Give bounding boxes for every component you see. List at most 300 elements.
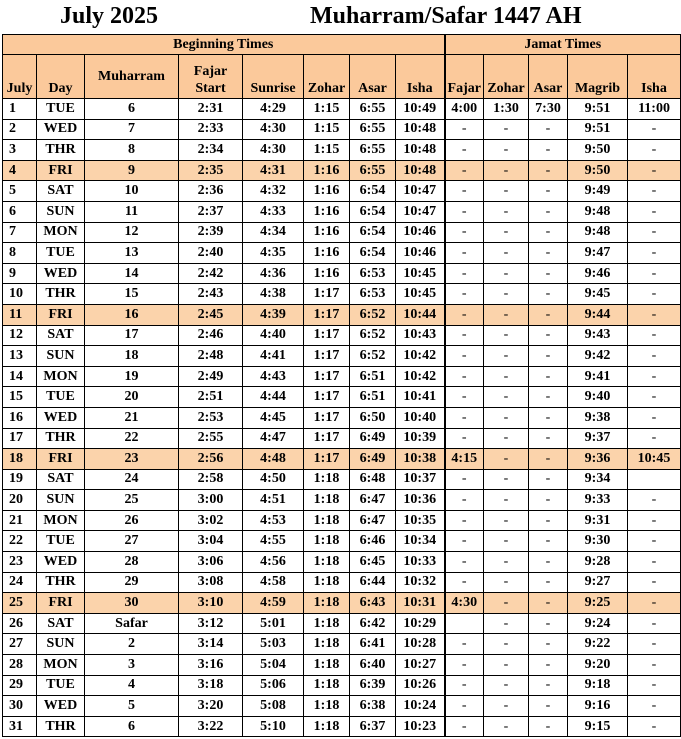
jamat-fajar-cell: - xyxy=(445,572,484,593)
jamat-isha-cell xyxy=(628,469,681,490)
day-cell: TUE xyxy=(37,675,85,696)
day-cell: SUN xyxy=(37,201,85,222)
jamat-magrib-cell: 9:38 xyxy=(568,407,628,428)
isha-cell: 10:32 xyxy=(396,572,445,593)
sunrise-cell: 5:10 xyxy=(243,716,304,737)
sunrise-cell: 4:30 xyxy=(243,119,304,140)
fajar-start-cell: 3:14 xyxy=(179,634,243,655)
jamat-asar-cell: - xyxy=(529,716,568,737)
jamat-asar-cell: - xyxy=(529,552,568,573)
day-cell: SAT xyxy=(37,469,85,490)
col-isha: Isha xyxy=(396,55,445,99)
fajar-start-cell: 3:10 xyxy=(179,593,243,614)
sunrise-cell: 4:45 xyxy=(243,407,304,428)
prayer-timetable xyxy=(2,34,681,737)
jamat-magrib-cell: 9:34 xyxy=(568,469,628,490)
sunrise-cell: 5:01 xyxy=(243,613,304,634)
hijri-date-cell: 22 xyxy=(85,428,179,449)
table-row xyxy=(3,613,681,634)
jamat-asar-cell: - xyxy=(529,387,568,408)
table-row xyxy=(3,593,681,614)
date-cell: 20 xyxy=(3,490,37,511)
day-cell: THR xyxy=(37,284,85,305)
hijri-date-cell: 12 xyxy=(85,222,179,243)
isha-cell: 10:43 xyxy=(396,325,445,346)
isha-cell: 10:34 xyxy=(396,531,445,552)
jamat-asar-cell: - xyxy=(529,201,568,222)
table-row xyxy=(3,634,681,655)
jamat-asar-cell: - xyxy=(529,593,568,614)
hijri-date-cell: 19 xyxy=(85,366,179,387)
sunrise-cell: 4:59 xyxy=(243,593,304,614)
hijri-date-cell: 13 xyxy=(85,243,179,264)
zohar-cell: 1:17 xyxy=(304,284,350,305)
isha-cell: 10:24 xyxy=(396,696,445,717)
hijri-date-cell: 4 xyxy=(85,675,179,696)
date-cell: 10 xyxy=(3,284,37,305)
table-row xyxy=(3,510,681,531)
sunrise-cell: 5:03 xyxy=(243,634,304,655)
jamat-isha-cell: - xyxy=(628,407,681,428)
hijri-title: Muharram/Safar 1447 AH xyxy=(310,3,582,29)
fajar-start-cell: 3:06 xyxy=(179,552,243,573)
asar-cell: 6:55 xyxy=(350,160,396,181)
asar-cell: 6:51 xyxy=(350,366,396,387)
jamat-asar-cell: - xyxy=(529,469,568,490)
day-cell: WED xyxy=(37,407,85,428)
sunrise-cell: 4:41 xyxy=(243,346,304,367)
zohar-cell: 1:18 xyxy=(304,572,350,593)
fajar-start-cell: 3:08 xyxy=(179,572,243,593)
table-row xyxy=(3,716,681,737)
jamat-magrib-cell: 9:48 xyxy=(568,222,628,243)
table-row xyxy=(3,140,681,161)
sunrise-cell: 5:06 xyxy=(243,675,304,696)
col-asar: Asar xyxy=(350,55,396,99)
jamat-asar-cell: - xyxy=(529,346,568,367)
jamat-magrib-cell: 9:37 xyxy=(568,428,628,449)
jamat-asar-cell: - xyxy=(529,160,568,181)
jamat-isha-cell: 10:45 xyxy=(628,449,681,470)
table-row xyxy=(3,99,681,120)
fajar-start-cell: 2:36 xyxy=(179,181,243,202)
sunrise-cell: 4:31 xyxy=(243,160,304,181)
jamat-magrib-cell: 9:48 xyxy=(568,201,628,222)
isha-cell: 10:41 xyxy=(396,387,445,408)
zohar-cell: 1:17 xyxy=(304,346,350,367)
sunrise-cell: 4:56 xyxy=(243,552,304,573)
asar-cell: 6:45 xyxy=(350,552,396,573)
jamat-isha-cell: - xyxy=(628,490,681,511)
jamat-zohar-cell: - xyxy=(484,716,529,737)
isha-cell: 10:44 xyxy=(396,304,445,325)
hijri-date-cell: 5 xyxy=(85,696,179,717)
day-cell: FRI xyxy=(37,593,85,614)
jamat-fajar-cell: - xyxy=(445,243,484,264)
jamat-zohar-cell: - xyxy=(484,304,529,325)
zohar-cell: 1:18 xyxy=(304,613,350,634)
sunrise-cell: 4:39 xyxy=(243,304,304,325)
isha-cell: 10:45 xyxy=(396,263,445,284)
asar-cell: 6:51 xyxy=(350,387,396,408)
table-row xyxy=(3,428,681,449)
hijri-date-cell: 23 xyxy=(85,449,179,470)
date-cell: 16 xyxy=(3,407,37,428)
jamat-isha-cell: - xyxy=(628,222,681,243)
zohar-cell: 1:16 xyxy=(304,181,350,202)
asar-cell: 6:54 xyxy=(350,222,396,243)
jamat-asar-cell: 7:30 xyxy=(529,99,568,120)
hijri-date-cell: 6 xyxy=(85,716,179,737)
jamat-magrib-cell: 9:45 xyxy=(568,284,628,305)
fajar-start-cell: 3:16 xyxy=(179,655,243,676)
hijri-date-cell: 29 xyxy=(85,572,179,593)
jamat-isha-cell: - xyxy=(628,160,681,181)
group-header-row xyxy=(3,35,681,55)
day-cell: FRI xyxy=(37,304,85,325)
hijri-date-cell: 21 xyxy=(85,407,179,428)
zohar-cell: 1:17 xyxy=(304,304,350,325)
sunrise-cell: 5:08 xyxy=(243,696,304,717)
fajar-start-cell: 2:33 xyxy=(179,119,243,140)
day-cell: FRI xyxy=(37,449,85,470)
day-cell: TUE xyxy=(37,387,85,408)
fajar-start-cell: 3:02 xyxy=(179,510,243,531)
jamat-fajar-cell: - xyxy=(445,675,484,696)
zohar-cell: 1:16 xyxy=(304,160,350,181)
date-cell: 23 xyxy=(3,552,37,573)
zohar-cell: 1:16 xyxy=(304,243,350,264)
hijri-date-cell: 6 xyxy=(85,99,179,120)
fajar-start-cell: 2:34 xyxy=(179,140,243,161)
jamat-fajar-cell: - xyxy=(445,407,484,428)
jamat-asar-cell: - xyxy=(529,304,568,325)
date-cell: 22 xyxy=(3,531,37,552)
date-cell: 18 xyxy=(3,449,37,470)
jamat-asar-cell: - xyxy=(529,449,568,470)
hijri-date-cell: 24 xyxy=(85,469,179,490)
hijri-date-cell: 20 xyxy=(85,387,179,408)
hijri-date-cell: 18 xyxy=(85,346,179,367)
day-cell: SAT xyxy=(37,613,85,634)
asar-cell: 6:48 xyxy=(350,469,396,490)
asar-cell: 6:54 xyxy=(350,201,396,222)
table-row xyxy=(3,222,681,243)
col-day: Day xyxy=(37,55,85,99)
table-row xyxy=(3,490,681,511)
asar-cell: 6:37 xyxy=(350,716,396,737)
sunrise-cell: 5:04 xyxy=(243,655,304,676)
jamat-fajar-cell: - xyxy=(445,346,484,367)
jamat-fajar-cell: - xyxy=(445,696,484,717)
jamat-zohar-cell: - xyxy=(484,490,529,511)
isha-cell: 10:38 xyxy=(396,449,445,470)
date-cell: 17 xyxy=(3,428,37,449)
jamat-asar-cell: - xyxy=(529,490,568,511)
jamat-zohar-cell: - xyxy=(484,284,529,305)
hijri-date-cell: 9 xyxy=(85,160,179,181)
jamat-isha-cell: - xyxy=(628,325,681,346)
jamat-asar-cell: - xyxy=(529,531,568,552)
isha-cell: 10:42 xyxy=(396,346,445,367)
fajar-start-cell: 2:53 xyxy=(179,407,243,428)
jamat-fajar-cell: - xyxy=(445,119,484,140)
jamat-zohar-cell: - xyxy=(484,572,529,593)
table-row xyxy=(3,325,681,346)
jamat-magrib-cell: 9:51 xyxy=(568,119,628,140)
jamat-asar-cell: - xyxy=(529,696,568,717)
zohar-cell: 1:17 xyxy=(304,325,350,346)
fajar-start-cell: 2:48 xyxy=(179,346,243,367)
date-cell: 3 xyxy=(3,140,37,161)
day-cell: THR xyxy=(37,572,85,593)
asar-cell: 6:46 xyxy=(350,531,396,552)
jamat-asar-cell: - xyxy=(529,284,568,305)
jamat-magrib-cell: 9:49 xyxy=(568,181,628,202)
zohar-cell: 1:15 xyxy=(304,119,350,140)
zohar-cell: 1:16 xyxy=(304,222,350,243)
table-row xyxy=(3,655,681,676)
jamat-fajar-cell: 4:15 xyxy=(445,449,484,470)
jamat-isha-cell: - xyxy=(628,634,681,655)
jamat-zohar-cell: - xyxy=(484,366,529,387)
sunrise-cell: 4:32 xyxy=(243,181,304,202)
jamat-zohar-cell: - xyxy=(484,181,529,202)
date-cell: 25 xyxy=(3,593,37,614)
asar-cell: 6:52 xyxy=(350,304,396,325)
day-cell: WED xyxy=(37,552,85,573)
jamat-asar-cell: - xyxy=(529,181,568,202)
table-row xyxy=(3,160,681,181)
isha-cell: 10:26 xyxy=(396,675,445,696)
date-cell: 26 xyxy=(3,613,37,634)
table-row xyxy=(3,284,681,305)
fajar-start-cell: 2:49 xyxy=(179,366,243,387)
table-row xyxy=(3,469,681,490)
hijri-date-cell: Safar xyxy=(85,613,179,634)
jamat-isha-cell: - xyxy=(628,613,681,634)
zohar-cell: 1:18 xyxy=(304,593,350,614)
jamat-magrib-cell: 9:31 xyxy=(568,510,628,531)
col-jamat-magrib: Magrib xyxy=(568,55,628,99)
asar-cell: 6:55 xyxy=(350,99,396,120)
day-cell: TUE xyxy=(37,99,85,120)
zohar-cell: 1:18 xyxy=(304,531,350,552)
jamat-isha-cell: - xyxy=(628,366,681,387)
jamat-zohar-cell: - xyxy=(484,696,529,717)
fajar-start-cell: 2:56 xyxy=(179,449,243,470)
isha-cell: 10:40 xyxy=(396,407,445,428)
table-row xyxy=(3,263,681,284)
beginning-times-header: Beginning Times xyxy=(3,35,445,55)
col-sunrise: Sunrise xyxy=(243,55,304,99)
jamat-isha-cell: - xyxy=(628,284,681,305)
zohar-cell: 1:18 xyxy=(304,552,350,573)
fajar-start-cell: 3:18 xyxy=(179,675,243,696)
timetable-body xyxy=(3,99,681,737)
column-header-row xyxy=(3,55,681,99)
jamat-magrib-cell: 9:44 xyxy=(568,304,628,325)
fajar-start-cell: 2:39 xyxy=(179,222,243,243)
sunrise-cell: 4:50 xyxy=(243,469,304,490)
jamat-fajar-cell: - xyxy=(445,366,484,387)
isha-cell: 10:45 xyxy=(396,284,445,305)
fajar-start-cell: 3:12 xyxy=(179,613,243,634)
isha-cell: 10:28 xyxy=(396,634,445,655)
hijri-date-cell: 26 xyxy=(85,510,179,531)
sunrise-cell: 4:29 xyxy=(243,99,304,120)
jamat-fajar-cell: - xyxy=(445,490,484,511)
hijri-date-cell: 28 xyxy=(85,552,179,573)
zohar-cell: 1:18 xyxy=(304,696,350,717)
isha-cell: 10:23 xyxy=(396,716,445,737)
fajar-start-cell: 2:37 xyxy=(179,201,243,222)
jamat-isha-cell: - xyxy=(628,304,681,325)
day-cell: MON xyxy=(37,366,85,387)
sunrise-cell: 4:40 xyxy=(243,325,304,346)
jamat-magrib-cell: 9:15 xyxy=(568,716,628,737)
sunrise-cell: 4:58 xyxy=(243,572,304,593)
jamat-magrib-cell: 9:22 xyxy=(568,634,628,655)
jamat-fajar-cell: - xyxy=(445,428,484,449)
hijri-date-cell: 15 xyxy=(85,284,179,305)
jamat-asar-cell: - xyxy=(529,366,568,387)
sunrise-cell: 4:51 xyxy=(243,490,304,511)
jamat-asar-cell: - xyxy=(529,675,568,696)
date-cell: 2 xyxy=(3,119,37,140)
jamat-asar-cell: - xyxy=(529,325,568,346)
day-cell: THR xyxy=(37,716,85,737)
page-header xyxy=(0,0,681,34)
zohar-cell: 1:18 xyxy=(304,510,350,531)
sunrise-cell: 4:34 xyxy=(243,222,304,243)
isha-cell: 10:48 xyxy=(396,160,445,181)
zohar-cell: 1:17 xyxy=(304,428,350,449)
hijri-date-cell: 14 xyxy=(85,263,179,284)
date-cell: 24 xyxy=(3,572,37,593)
month-title: July 2025 xyxy=(60,3,159,29)
jamat-fajar-cell: - xyxy=(445,634,484,655)
jamat-fajar-cell: - xyxy=(445,263,484,284)
isha-cell: 10:49 xyxy=(396,99,445,120)
col-jamat-asar: Asar xyxy=(529,55,568,99)
isha-cell: 10:46 xyxy=(396,222,445,243)
table-row xyxy=(3,675,681,696)
jamat-zohar-cell: - xyxy=(484,613,529,634)
asar-cell: 6:47 xyxy=(350,510,396,531)
table-row xyxy=(3,407,681,428)
day-cell: TUE xyxy=(37,531,85,552)
table-row xyxy=(3,572,681,593)
jamat-fajar-cell: - xyxy=(445,181,484,202)
isha-cell: 10:37 xyxy=(396,469,445,490)
jamat-isha-cell: - xyxy=(628,572,681,593)
table-row xyxy=(3,304,681,325)
jamat-zohar-cell: - xyxy=(484,593,529,614)
sunrise-cell: 4:38 xyxy=(243,284,304,305)
asar-cell: 6:53 xyxy=(350,263,396,284)
jamat-asar-cell: - xyxy=(529,263,568,284)
jamat-fajar-cell: - xyxy=(445,140,484,161)
jamat-fajar-cell: - xyxy=(445,510,484,531)
jamat-zohar-cell: - xyxy=(484,387,529,408)
asar-cell: 6:38 xyxy=(350,696,396,717)
jamat-magrib-cell: 9:36 xyxy=(568,449,628,470)
col-jamat-fajar: Fajar xyxy=(445,55,484,99)
hijri-date-cell: 2 xyxy=(85,634,179,655)
day-cell: SUN xyxy=(37,490,85,511)
date-cell: 21 xyxy=(3,510,37,531)
zohar-cell: 1:17 xyxy=(304,366,350,387)
jamat-fajar-cell: - xyxy=(445,304,484,325)
table-row xyxy=(3,119,681,140)
zohar-cell: 1:15 xyxy=(304,140,350,161)
jamat-isha-cell: - xyxy=(628,263,681,284)
col-jamat-isha: Isha xyxy=(628,55,681,99)
jamat-magrib-cell: 9:25 xyxy=(568,593,628,614)
isha-cell: 10:48 xyxy=(396,140,445,161)
isha-cell: 10:39 xyxy=(396,428,445,449)
date-cell: 27 xyxy=(3,634,37,655)
jamat-magrib-cell: 9:47 xyxy=(568,243,628,264)
asar-cell: 6:47 xyxy=(350,490,396,511)
hijri-date-cell: 8 xyxy=(85,140,179,161)
sunrise-cell: 4:36 xyxy=(243,263,304,284)
date-cell: 29 xyxy=(3,675,37,696)
jamat-magrib-cell: 9:24 xyxy=(568,613,628,634)
asar-cell: 6:44 xyxy=(350,572,396,593)
jamat-isha-cell: - xyxy=(628,552,681,573)
jamat-fajar-cell: 4:30 xyxy=(445,593,484,614)
hijri-date-cell: 3 xyxy=(85,655,179,676)
isha-cell: 10:35 xyxy=(396,510,445,531)
asar-cell: 6:49 xyxy=(350,428,396,449)
table-row xyxy=(3,201,681,222)
jamat-zohar-cell: - xyxy=(484,222,529,243)
jamat-asar-cell: - xyxy=(529,510,568,531)
sunrise-cell: 4:30 xyxy=(243,140,304,161)
col-fajar-start: Fajar Start xyxy=(179,55,243,99)
day-cell: FRI xyxy=(37,160,85,181)
col-jamat-zohar: Zohar xyxy=(484,55,529,99)
zohar-cell: 1:18 xyxy=(304,634,350,655)
jamat-fajar-cell: - xyxy=(445,655,484,676)
isha-cell: 10:47 xyxy=(396,201,445,222)
jamat-zohar-cell: - xyxy=(484,263,529,284)
fajar-start-cell: 3:00 xyxy=(179,490,243,511)
date-cell: 15 xyxy=(3,387,37,408)
asar-cell: 6:39 xyxy=(350,675,396,696)
jamat-magrib-cell: 9:18 xyxy=(568,675,628,696)
isha-cell: 10:29 xyxy=(396,613,445,634)
jamat-magrib-cell: 9:16 xyxy=(568,696,628,717)
day-cell: SAT xyxy=(37,181,85,202)
date-cell: 1 xyxy=(3,99,37,120)
asar-cell: 6:55 xyxy=(350,119,396,140)
date-cell: 6 xyxy=(3,201,37,222)
jamat-magrib-cell: 9:43 xyxy=(568,325,628,346)
jamat-asar-cell: - xyxy=(529,119,568,140)
col-july: July xyxy=(3,55,37,99)
jamat-isha-cell: - xyxy=(628,531,681,552)
jamat-asar-cell: - xyxy=(529,572,568,593)
jamat-isha-cell: - xyxy=(628,140,681,161)
jamat-asar-cell: - xyxy=(529,428,568,449)
jamat-asar-cell: - xyxy=(529,222,568,243)
fajar-start-cell: 3:04 xyxy=(179,531,243,552)
table-row xyxy=(3,243,681,264)
day-cell: MON xyxy=(37,510,85,531)
